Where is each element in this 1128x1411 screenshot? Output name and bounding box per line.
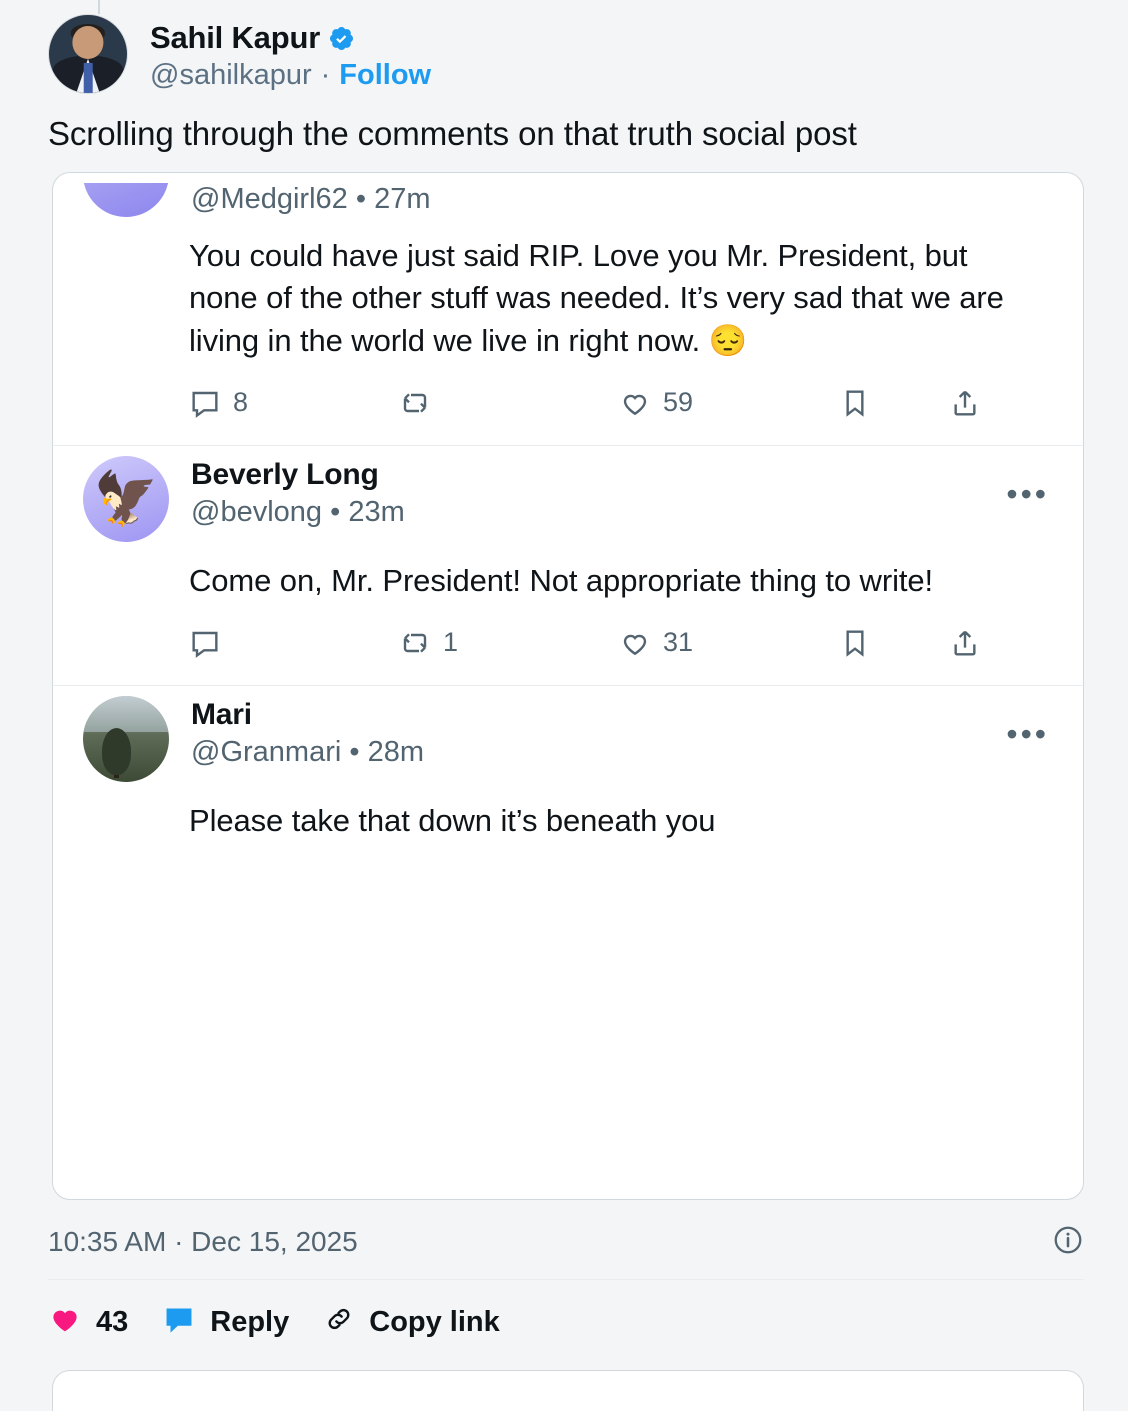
verified-badge-icon — [328, 25, 355, 52]
thread-line — [98, 0, 100, 14]
speech-bubble-filled-icon — [162, 1302, 196, 1344]
comment-header — [83, 696, 1053, 782]
bookmark-icon — [839, 627, 871, 659]
comment-text: You could have just said RIP. Love you Mr. President, but none of the other stuff was needed. It’s very sad that we are living in the world we live in right now. 😔 — [189, 237, 1004, 359]
comment-handle[interactable]: @Granmari — [191, 735, 342, 768]
separator-dot: • — [355, 182, 366, 215]
avatar-tree — [102, 728, 131, 774]
separator-dot: • — [330, 495, 341, 528]
comment-meta — [191, 496, 405, 529]
retweet-icon — [399, 627, 431, 659]
comment-item — [53, 446, 1083, 686]
comment-actions — [83, 603, 1053, 659]
comment-meta — [191, 183, 430, 216]
author-handle[interactable]: @sahilkapur — [150, 59, 312, 91]
share-button[interactable] — [949, 387, 981, 419]
comment-identity — [191, 456, 405, 529]
reply-button[interactable] — [162, 1302, 289, 1344]
retweet-button[interactable] — [399, 627, 619, 659]
comment-identity — [191, 696, 424, 769]
author-handle-row — [150, 59, 431, 92]
reply-count: 8 — [233, 387, 249, 418]
avatar-tie — [84, 63, 93, 93]
retweet-count: 1 — [443, 627, 459, 658]
separator-dot: • — [349, 735, 360, 768]
reply-icon — [189, 387, 221, 419]
heart-filled-icon — [48, 1302, 82, 1344]
like-button[interactable] — [619, 387, 839, 419]
tweet-header — [0, 0, 1128, 94]
next-card-preview — [52, 1370, 1084, 1411]
timestamp: 10:35 AM · Dec 15, 2025 — [48, 1226, 358, 1258]
bookmark-icon — [839, 387, 871, 419]
info-circle-icon[interactable] — [1052, 1224, 1084, 1261]
avatar-sky — [83, 696, 169, 732]
engagement-bar — [0, 1280, 1128, 1344]
tweet-text: Scrolling through the comments on that truth social post — [48, 115, 857, 152]
comment-text: Please take that down it’s beneath you — [189, 802, 716, 838]
comment-author-name[interactable]: Mari — [191, 697, 252, 731]
tweet-footer — [0, 1200, 1128, 1261]
avatar-face — [72, 26, 103, 59]
comment-handle[interactable]: @bevlong — [191, 495, 323, 528]
comment-item — [53, 173, 1083, 446]
comment-item — [53, 686, 1083, 869]
more-options-icon[interactable]: ••• — [1006, 715, 1049, 752]
comment-time: 28m — [367, 735, 424, 768]
like-count: 31 — [663, 627, 694, 658]
avatar[interactable] — [48, 14, 128, 94]
reply-icon — [189, 627, 221, 659]
like-button[interactable] — [48, 1302, 128, 1344]
bookmark-button[interactable] — [839, 387, 949, 419]
comment-handle[interactable]: @Medgirl62 — [191, 182, 348, 215]
separator-dot: · — [320, 59, 331, 91]
retweet-icon — [399, 387, 431, 419]
link-chain-icon — [323, 1303, 355, 1343]
author-name-row — [150, 20, 431, 56]
comment-actions — [83, 363, 1053, 419]
share-button[interactable] — [949, 627, 981, 659]
reply-button[interactable] — [189, 387, 399, 419]
avatar[interactable] — [83, 183, 169, 217]
share-icon — [949, 387, 981, 419]
comment-identity — [191, 183, 430, 216]
retweet-button[interactable] — [399, 387, 619, 419]
copy-link-label: Copy link — [369, 1306, 500, 1339]
heart-icon — [619, 387, 651, 419]
like-count: 59 — [663, 387, 694, 418]
follow-button[interactable]: Follow — [339, 59, 432, 91]
more-options-icon[interactable]: ••• — [1006, 475, 1049, 512]
like-button[interactable] — [619, 627, 839, 659]
author-block — [150, 14, 431, 92]
comment-header — [83, 183, 1053, 217]
comment-header — [83, 456, 1053, 542]
like-count: 43 — [96, 1306, 129, 1339]
author-display-name[interactable]: Sahil Kapur — [150, 20, 321, 55]
reply-button[interactable] — [189, 627, 399, 659]
avatar[interactable] — [83, 456, 169, 542]
quoted-post-card[interactable] — [52, 172, 1084, 1200]
bookmark-button[interactable] — [839, 627, 949, 659]
comment-time: 23m — [348, 495, 405, 528]
share-icon — [949, 627, 981, 659]
comment-author-name[interactable]: Beverly Long — [191, 457, 379, 491]
copy-link-button[interactable] — [323, 1303, 500, 1343]
heart-icon — [619, 627, 651, 659]
reply-label: Reply — [210, 1306, 290, 1339]
eagle-icon: 🦅 — [93, 469, 159, 528]
comment-text: Come on, Mr. President! Not appropriate thing to write! — [189, 562, 934, 598]
comment-time: 27m — [374, 182, 431, 215]
avatar[interactable] — [83, 696, 169, 782]
comment-meta — [191, 736, 424, 769]
